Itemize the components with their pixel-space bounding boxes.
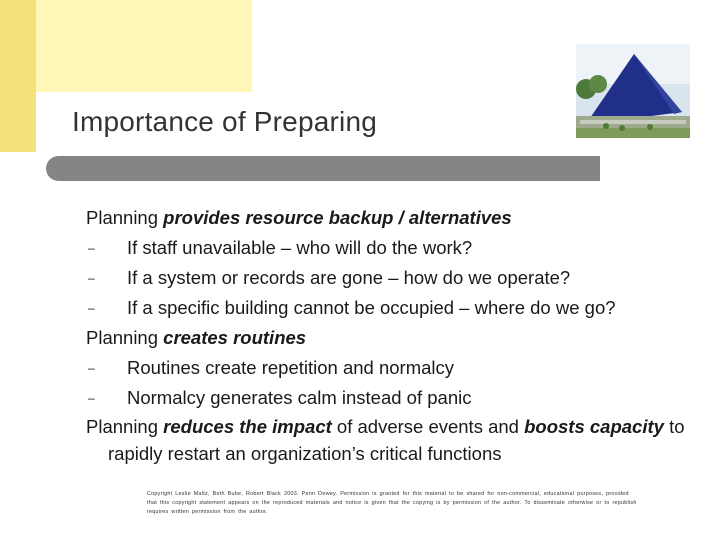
title-underline-bar: [46, 156, 600, 181]
building-photo: [576, 44, 690, 138]
bullet-emphasis: boosts capacity: [524, 416, 664, 437]
sub-bullet-text: Routines create repetition and normalcy: [127, 357, 455, 378]
sub-bullet: [86, 353, 686, 383]
dash-bullet-icon: –: [88, 301, 95, 315]
sub-bullet: [86, 233, 686, 263]
decorative-yellow-strip: [0, 0, 36, 152]
slide-title: Importance of Preparing: [72, 106, 377, 137]
bullet-resource-backup: [86, 203, 686, 233]
sub-bullet-text: If staff unavailable – who will do the work?: [127, 237, 473, 258]
sub-bullet-text: If a specific building cannot be occupied – where do we go?: [127, 297, 616, 318]
bullet-text: Planning: [86, 327, 164, 348]
decorative-yellow-block: [0, 0, 252, 92]
sub-bullet-text: If a system or records are gone – how do we operate?: [127, 267, 571, 288]
slide-body: [86, 203, 686, 467]
dash-bullet-icon: –: [88, 241, 95, 255]
sub-bullet: [86, 383, 686, 413]
sub-bullet: [86, 293, 686, 323]
bullet-text: Planning: [86, 416, 164, 437]
dash-bullet-icon: –: [88, 271, 95, 285]
sub-bullet-text: Normalcy generates calm instead of panic: [127, 387, 472, 408]
bullet-emphasis: creates routines: [163, 327, 307, 348]
bullet-text: Planning: [86, 207, 164, 228]
bullet-text: to rapidly restart an organization’s critical functions: [108, 416, 685, 464]
dash-bullet-icon: –: [88, 361, 95, 375]
copyright-notice: Copyright Leslie Maltz, Beth Bube, Robert Black 2003. Penn Dewey. Permission is granted for this material to be shared for non-commercial, educational purposes, provided that this copyright statement appears on the reproduced materials and notice is given that the copying is by permission of the author. To disseminate otherwise or to republish requires written permission from the author.: [147, 491, 637, 515]
bullet-emphasis: reduces the impact: [163, 416, 332, 437]
bullet-emphasis: provides resource backup / alternatives: [163, 207, 512, 228]
bullet-text: of adverse events and: [331, 416, 525, 437]
bullet-creates-routines: [86, 323, 686, 353]
sub-bullet: [86, 263, 686, 293]
dash-bullet-icon: –: [88, 391, 95, 405]
bullet-reduces-impact: [86, 413, 686, 467]
